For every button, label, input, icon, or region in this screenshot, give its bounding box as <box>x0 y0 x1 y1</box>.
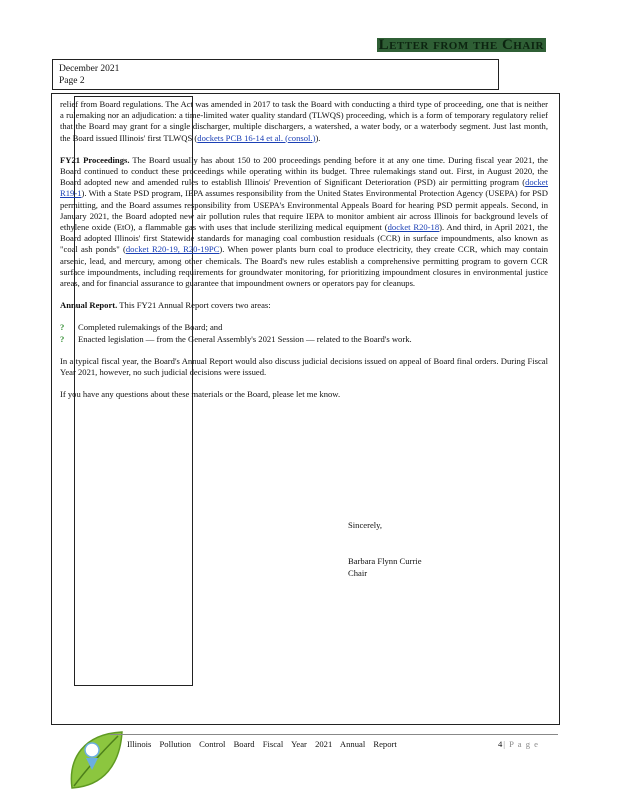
report-areas-list <box>60 322 548 344</box>
footer-report-title: Illinois Pollution Control Board Fiscal Year 2021 Annual Report <box>127 739 397 749</box>
letter-body <box>60 99 548 411</box>
link-docket-r19-1[interactable]: docket R19-1 <box>60 177 548 199</box>
bullet-icon: ? <box>60 322 65 333</box>
page-footer <box>0 722 618 800</box>
paragraph-questions: If you have any questions about these materials or the Board, please let me know. <box>60 389 341 400</box>
salutation: Sincerely, <box>348 520 383 530</box>
footer-divider <box>110 734 558 735</box>
proceedings-heading: FY21 Proceedings. <box>60 154 130 165</box>
paragraph-proceedings: FY21 Proceedings. The Board usually has about 150 to 200 proceedings pending before it at any one time. During fiscal year 2021, the Board continued to conduct these proceedings while operating within its budget. Three rulemakings stand out. First, in August 2020, the Board adopted new and amended rules to establish Illinois' Prevention of Significant Deterioration (PSD) air permitting program (docket R19-1). With a State PSD program, IEPA assumes responsibility from the United States Environmental Protection Agency (USEPA) for PSD permitting, and the Board assumes responsibility from USEPA's Environmental Appeals Board for hearing PSD permit appeals. Second, in January 2021, the Board adopted new air pollution rules that require IEPA to monitor ambient air across Illinois for background levels of ethylene oxide (EtO), a flammable gas with uses that include sterilizing medical equipment (docket R20-18). And third, in April 2021, the Board adopted Illinois' first Statewide standards for managing coal combustion residuals (CCR) in surface impoundments, also known as "coal ash ponds" (docket R20-19, R20-19PC). When power plants burn coal to produce electricity, they create CCR, which may contain arsenic, lead, and mercury, among other chemicals. The Board's new rules establish a comprehensive permitting program to govern CCR surface impoundments, including requirements for groundwater monitoring, for prioritizing impoundment closures in environmental justice areas, and for financial assurance to guarantee that impoundment owners or operators pay for cleanups. <box>60 154 548 289</box>
date-box <box>52 59 499 90</box>
paragraph-annual-report: Annual Report. This FY21 Annual Report covers two areas: <box>60 300 271 311</box>
leaf-logo-icon <box>66 728 128 794</box>
link-docket-r20-18[interactable]: docket R20-18 <box>387 222 440 233</box>
annual-report-heading: Annual Report. <box>60 300 118 311</box>
link-tlwqs-dockets[interactable]: dockets PCB 16-14 et al. (consol.) <box>197 132 316 143</box>
letter-title: Letter from the Chair <box>378 37 544 53</box>
date-text: December 2021 <box>59 64 120 74</box>
list-item: ? Enacted legislation — from the General Assembly's 2021 Session — related to the Board's work. <box>60 333 412 344</box>
signer-role: Chair <box>348 568 368 578</box>
paragraph-judicial: In a typical fiscal year, the Board's Annual Report would also discuss judicial decisions issued on appeal of Board final orders. During Fiscal Year 2021, however, no such judicial decisions were issued. <box>60 355 548 378</box>
paragraph-tlwqs: relief from Board regulations. The Act was amended in 2017 to task the Board with conducting a third type of proceeding, one that is neither a rulemaking nor an adjudication: a time-limited water quality standard (TLWQS) proceeding, which is a form of temporary regulatory relief that the Board may grant for a single discharger, multiple dischargers, a watershed, a water body, or a waterbody segment. Just last month, the Board issued Illinois' first TLWQS (dockets PCB 16-14 et al. (consol.)). <box>60 99 548 143</box>
link-docket-r20-19[interactable]: docket R20-19, R20-19PC <box>125 244 220 255</box>
footer-page-number: 4| P a g e <box>498 739 539 749</box>
bullet-icon: ? <box>60 333 65 344</box>
signer-name: Barbara Flynn Currie <box>348 556 422 566</box>
page-text: Page 2 <box>59 76 85 86</box>
list-item: ? Completed rulemakings of the Board; and <box>60 322 223 333</box>
